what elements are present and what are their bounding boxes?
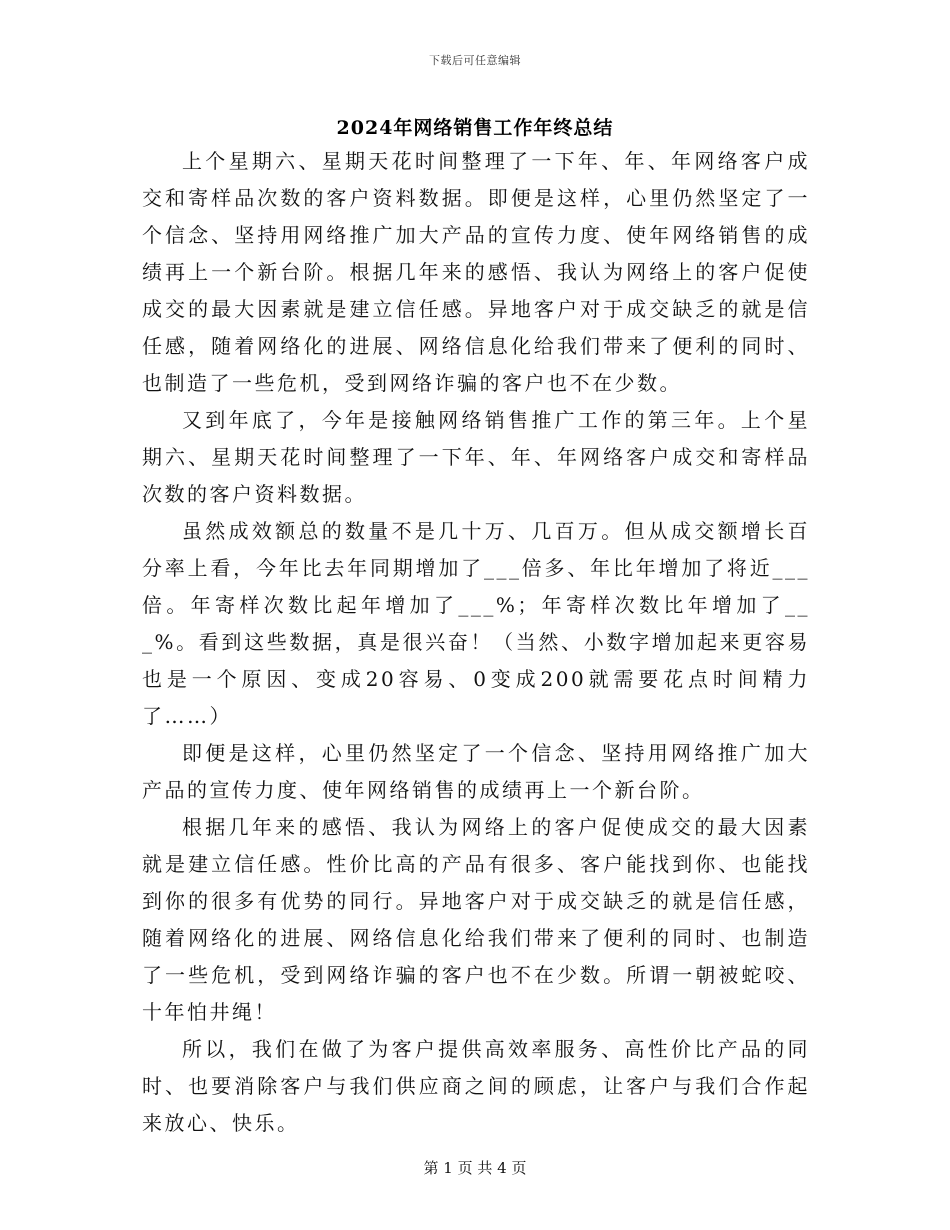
document-body — [142, 143, 810, 1142]
paragraph-5: 根据几年来的感悟、我认为网络上的客户促使成交的最大因素就是建立信任感。性价比高的产品有很多、客户能找到你、也能找到你的很多有优势的同行。异地客户对于成交缺乏的就是信任感，随着网络化的进展、网络信息化给我们带来了便利的同时、也制造了一些危机，受到网络诈骗的客户也不在少数。所谓一朝被蛇咬、十年怕井绳！ — [142, 815, 810, 1024]
paragraph-2: 又到年底了，今年是接触网络销售推广工作的第三年。上个星期六、星期天花时间整理了一下年、年、年网络客户成交和寄样品次数的客户资料数据。 — [142, 408, 810, 506]
paragraph-1: 上个星期六、星期天花时间整理了一下年、年、年网络客户成交和寄样品次数的客户资料数据。即便是这样，心里仍然坚定了一个信念、坚持用网络推广加大产品的宣传力度、使年网络销售的成绩再上一个新台阶。根据几年来的感悟、我认为网络上的客户促使成交的最大因素就是建立信任感。异地客户对于成交缺乏的就是信任感，随着网络化的进展、网络信息化给我们带来了便利的同时、也制造了一些危机，受到网络诈骗的客户也不在少数。 — [142, 149, 810, 395]
header-note: 下载后可任意编辑 — [429, 54, 521, 67]
paragraph-4: 即便是这样，心里仍然坚定了一个信念、坚持用网络推广加大产品的宣传力度、使年网络销售的成绩再上一个新台阶。 — [142, 741, 810, 802]
document-title: 2024年网络销售工作年终总结 — [336, 117, 614, 139]
page-number: 第 1 页 共 4 页 — [423, 1159, 527, 1177]
paragraph-3: 虽然成效额总的数量不是几十万、几百万。但从成交额增长百分率上看，今年比去年同期增加了___倍多、年比年增加了将近___倍。年寄样次数比起年增加了___%；年寄样次数比年增加了___%。看到这些数据，真是很兴奋！（当然、小数字增加起来更容易也是一个原因、变成20容易、0变成200就需要花点时间精力了……） — [142, 519, 810, 728]
paragraph-6: 所以，我们在做了为客户提供高效率服务、高性价比产品的同时、也要消除客户与我们供应商之间的顾虑，让客户与我们合作起来放心、快乐。 — [142, 1037, 810, 1135]
